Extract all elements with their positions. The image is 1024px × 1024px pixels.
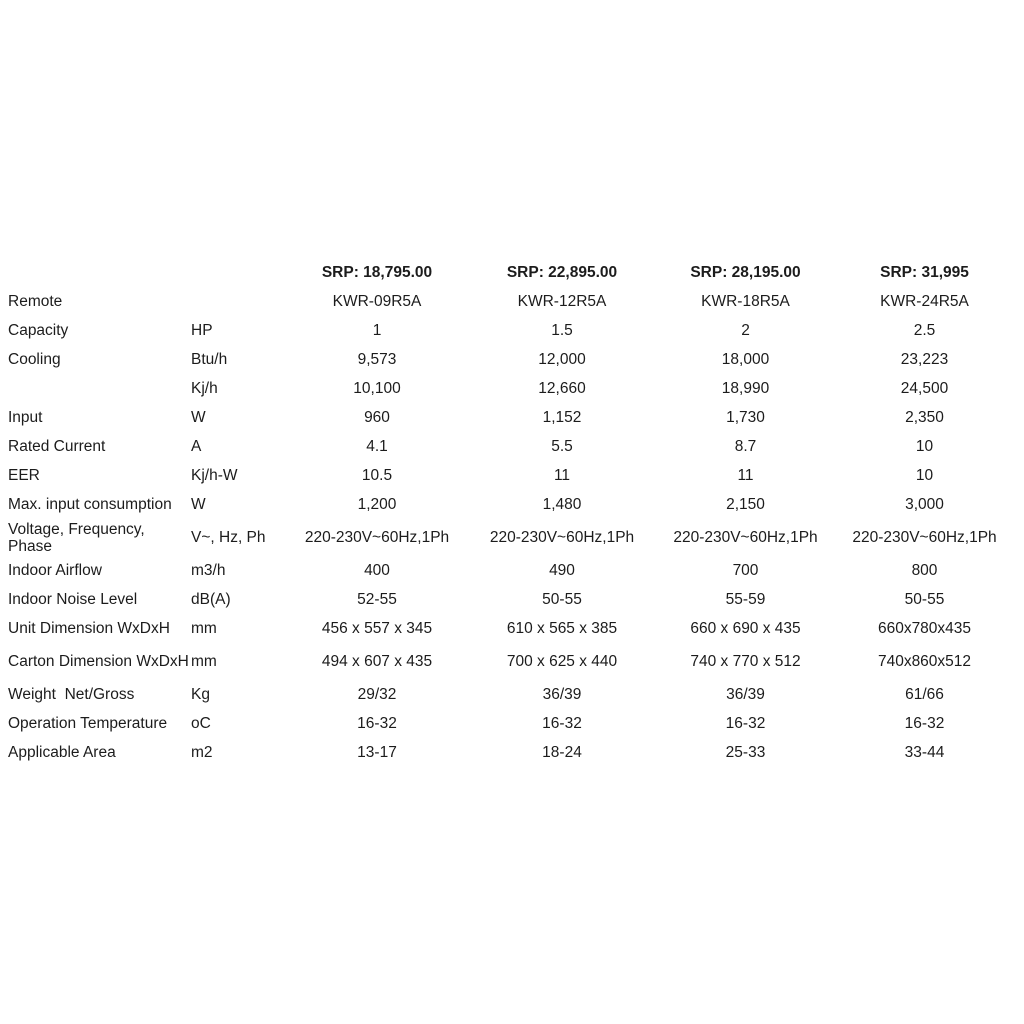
row-value: 740x860x512 (877, 653, 972, 670)
row-label: Carton Dimension WxDxH (8, 653, 189, 670)
row-unit: Btu/h (191, 351, 228, 368)
row-value: 220-230V~60Hz,1Ph (304, 529, 450, 546)
row-value: 18,000 (721, 351, 770, 368)
row-value: 2 (741, 322, 750, 339)
table-row (0, 403, 1014, 432)
row-value: 16-32 (357, 715, 397, 732)
row-value: 23,223 (900, 351, 949, 368)
row-unit: A (191, 438, 202, 455)
row-label: Weight Net/Gross (8, 686, 135, 703)
row-value: 494 x 607 x 435 (321, 653, 433, 670)
row-label: Indoor Airflow (8, 562, 102, 579)
row-value: 2.5 (913, 322, 936, 339)
row-value: 8.7 (734, 438, 757, 455)
table-row (0, 585, 1014, 614)
row-label: Rated Current (8, 438, 106, 455)
row-label: EER (8, 467, 40, 484)
table-row (0, 556, 1014, 585)
row-label: Capacity (8, 322, 69, 339)
row-value: 1,200 (357, 496, 397, 513)
row-value: 490 (549, 562, 575, 579)
table-row (0, 680, 1014, 709)
row-value: 1,480 (542, 496, 582, 513)
row-value: 10 (915, 438, 934, 455)
row-label: Remote (8, 293, 63, 310)
row-value: 50-55 (542, 591, 582, 608)
row-value: 1 (372, 322, 382, 339)
price-row-unit (191, 258, 286, 287)
row-value: 33-44 (904, 744, 945, 761)
table-row (0, 345, 1014, 374)
row-value: 700 (732, 562, 759, 579)
row-value: 700 x 625 x 440 (506, 653, 618, 670)
row-label: Input (8, 409, 43, 426)
row-unit: oC (191, 715, 211, 732)
row-value: 10,100 (353, 380, 401, 397)
table-row (0, 709, 1014, 738)
row-value: 55-59 (725, 591, 766, 608)
row-unit: Kg (191, 686, 210, 703)
row-value: KWR-12R5A (517, 293, 607, 310)
table-row (0, 738, 1014, 767)
table-row (0, 614, 1014, 643)
row-unit: m3/h (191, 562, 226, 579)
row-value: KWR-24R5A (880, 293, 969, 310)
row-value: 960 (364, 409, 390, 426)
row-label: Unit Dimension WxDxH (8, 620, 170, 637)
table-row (0, 432, 1014, 461)
row-value: 18,990 (721, 380, 770, 397)
row-value: 10 (915, 467, 934, 484)
row-value: 16-32 (542, 715, 582, 732)
row-label: Indoor Noise Level (8, 591, 138, 608)
price-kwr-12r5a: SRP: 22,895.00 (506, 264, 618, 281)
row-label: Voltage, Frequency, Phase (8, 520, 145, 555)
row-label (0, 374, 191, 403)
row-value: 400 (364, 562, 390, 579)
row-value: 610 x 565 x 385 (506, 620, 618, 637)
table-row (0, 287, 1014, 316)
row-unit: HP (191, 322, 213, 339)
row-value: KWR-18R5A (701, 293, 790, 310)
row-value: 18-24 (542, 744, 582, 761)
price-kwr-24r5a: SRP: 31,995 (880, 264, 969, 281)
row-value: 29/32 (357, 686, 397, 703)
row-value: 52-55 (357, 591, 397, 608)
row-value: 25-33 (725, 744, 766, 761)
row-unit: W (191, 496, 206, 513)
row-value: 13-17 (357, 744, 397, 761)
row-value: 4.1 (366, 438, 388, 455)
row-value: 61/66 (905, 686, 944, 703)
row-value: 12,000 (538, 351, 586, 368)
row-value: KWR-09R5A (332, 293, 422, 310)
row-label: Max. input consumption (8, 496, 172, 513)
table-row (0, 519, 1014, 556)
row-value: 36/39 (726, 686, 765, 703)
row-value: 220-230V~60Hz,1Ph (673, 529, 818, 546)
price-row-label (0, 258, 191, 287)
row-value: 220-230V~60Hz,1Ph (489, 529, 635, 546)
row-label: Operation Temperature (8, 715, 168, 732)
row-value: 220-230V~60Hz,1Ph (852, 529, 997, 546)
table-row (0, 643, 1014, 680)
row-value: 2,350 (905, 409, 944, 426)
row-value: 1.5 (551, 322, 573, 339)
row-value: 660x780x435 (877, 620, 972, 637)
row-unit: V~, Hz, Ph (191, 529, 266, 546)
row-value: 50-55 (904, 591, 945, 608)
row-label: Applicable Area (8, 744, 116, 761)
table-row (0, 490, 1014, 519)
row-value: 660 x 690 x 435 (690, 620, 801, 637)
row-value: 9,573 (357, 351, 397, 368)
row-unit: mm (191, 620, 217, 637)
row-value: 36/39 (542, 686, 582, 703)
row-value: 740 x 770 x 512 (690, 653, 801, 670)
row-value: 5.5 (551, 438, 573, 455)
row-unit: mm (191, 653, 217, 670)
row-value: 12,660 (538, 380, 586, 397)
row-label: Cooling (8, 351, 61, 368)
row-unit: Kj/h-W (191, 467, 238, 484)
row-value: 10.5 (361, 467, 393, 484)
row-value: 24,500 (900, 380, 949, 397)
table-row (0, 316, 1014, 345)
price-row (0, 258, 1014, 287)
row-value: 1,730 (726, 409, 765, 426)
row-value: 11 (737, 467, 754, 484)
row-unit: W (191, 409, 206, 426)
row-value: 2,150 (726, 496, 765, 513)
row-value: 1,152 (542, 409, 582, 426)
row-value: 11 (553, 467, 571, 484)
row-unit: Kj/h (191, 380, 218, 397)
row-unit: m2 (191, 744, 213, 761)
table-row (0, 374, 1014, 403)
row-unit: dB(A) (191, 591, 231, 608)
table-row (0, 461, 1014, 490)
price-kwr-09r5a: SRP: 18,795.00 (321, 264, 433, 281)
row-value: 800 (911, 562, 938, 579)
row-value: 456 x 557 x 345 (321, 620, 433, 637)
price-kwr-18r5a: SRP: 28,195.00 (690, 264, 801, 281)
row-value: 3,000 (905, 496, 944, 513)
row-value: 16-32 (725, 715, 766, 732)
spec-table (0, 258, 1014, 767)
row-value: 16-32 (904, 715, 945, 732)
row-unit (191, 287, 286, 316)
